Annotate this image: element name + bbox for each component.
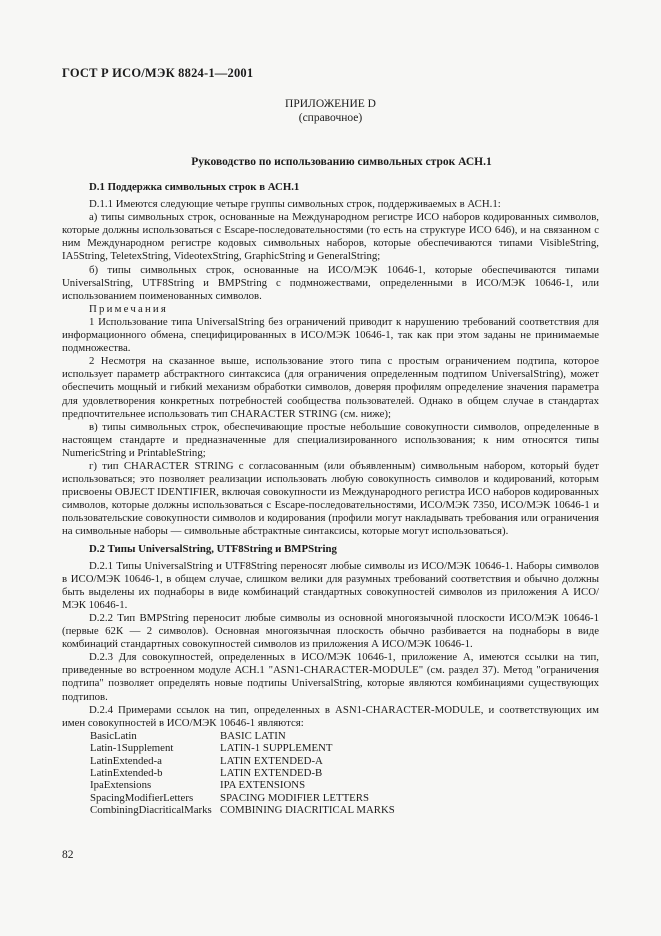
table-row (90, 730, 395, 742)
collection-name: BASIC LATIN (220, 729, 286, 742)
collection-name: LATIN EXTENDED-A (220, 754, 323, 767)
table-row (90, 755, 395, 767)
collection-name: SPACING MODIFIER LETTERS (220, 791, 369, 804)
standard-header: ГОСТ Р ИСО/МЭК 8824-1—2001 (62, 66, 254, 80)
page-title: Руководство по использованию символьных строк АСН.1 (191, 156, 492, 168)
paragraph-d2-3: D.2.3 Для совокупностей, определенных в ИСО/МЭК 10646-1, приложение А, имеются ссылки на тип, приведенные во встроенном модуле АСН.1 "ASN1-CHARACTER-MODULE" (см. раздел 37). Метод "ограничения подтипа" позволяет определять новые подтипы UniversalString, которые являются комбинациями существующих подтипов. (62, 651, 599, 703)
table-row (90, 742, 395, 754)
paragraph-d2-1: D.2.1 Типы UniversalString и UTF8String переносят любые символы из ИСО/МЭК 10646-1. Наборы символов в ИСО/МЭК 10646-1, в общем случае, слишком велики для разумных требований соответствия и обычно должны быть выделены их поднаборы в виде комбинаций стандартных совокупностей символов из приложения А ИСО/МЭК 10646-1. (62, 559, 599, 611)
document-body (62, 181, 599, 817)
paragraph-d1-d: г) тип CHARACTER STRING с согласованным (или объявленным) символьным набором, который будет использоваться; это позволяет реализации использовать любую совокупность символов и кодирований, которым присвоены OBJECT IDENTIFIER, включая совокупности из Международного регистра ИСО наборов кодированных символов, которые должны использоваться с Escape-последовательностями, ИСО/МЭК 7350, ИСО/МЭК 10646-1 и пользовательские совокупности символов и кодирования (профили могут накладывать требования или ограничения на символьные наборы — символьные абстрактные синтаксисы, которые могут использоваться). (62, 459, 599, 538)
paragraph-d1-1: D.1.1 Имеются следующие четыре группы символьных строк, поддерживаемых в АСН.1: (89, 198, 501, 211)
type-reference: LatinExtended-b (90, 767, 163, 780)
collection-name: LATIN EXTENDED-B (220, 767, 323, 780)
paragraph-d2-4: D.2.4 Примерами ссылок на тип, определенных в ASN1-CHARACTER-MODULE, и соответствующих им имен совокупностей в ИСО/МЭК 10646-1 являются: (62, 703, 599, 729)
collection-name: LATIN-1 SUPPLEMENT (220, 742, 333, 755)
collection-name: COMBINING DIACRITICAL MARKS (220, 804, 395, 817)
page-number: 82 (62, 849, 74, 861)
collection-mapping-table (90, 730, 395, 817)
note-1: 1 Использование типа UniversalString без ограничений приводит к нарушению требований соответствия для информационного обмена, специфицированных в ИСО/МЭК 10646-1, так как при этом заданы не принимаемые подмножества. (62, 315, 599, 355)
type-reference: CombiningDiacriticalMarks (90, 804, 212, 817)
collection-name: IPA EXTENSIONS (220, 779, 306, 792)
paragraph-d1-c: в) типы символьных строк, обеспечивающие простые небольшие совокупности символов, определенные в настоящем стандарте и предназначенные для специализированного использования; к ним относятся типы NumericString и PrintableString; (62, 420, 599, 459)
table-row (90, 779, 395, 791)
table-row (90, 767, 395, 779)
type-reference: LatinExtended-a (90, 754, 162, 767)
table-row (90, 792, 395, 804)
type-reference: Latin-1Supplement (90, 742, 174, 755)
paragraph-d2-2: D.2.2 Тип BMPString переносит любые символы из основной многоязычной плоскости ИСО/МЭК 10646-1 (первые 62К — 2 символов). Основная многоязычная плоскость обычно разбивается на поднаборы в виде комбинаций стандартных совокупностей символов из приложения А ИСО/МЭК 10646-1. (62, 612, 599, 651)
appendix-subtitle: (справочное) (298, 112, 363, 124)
paragraph-d1-a: а) типы символьных строк, основанные на Международном регистре ИСО наборов кодированных символов, которые должны использоваться с Escape-последовательностями (то есть на структуре ИСО 646), и на связанном с ним Международном регистре кодовых символьных наборов, которые обеспечиваются типами VisibleString, IA5String, TeletexString, VideotexString, GraphicString и GeneralString; (62, 211, 599, 263)
paragraph-d1-b: б) типы символьных строк, основанные на ИСО/МЭК 10646-1, которые обеспечиваются типами UniversalString, UTF8String и BMPString с подмножествами, определенными в ИСО/МЭК 10646-1, или использованием поименованных символов. (62, 263, 599, 302)
appendix-title: ПРИЛОЖЕНИЕ D (285, 98, 376, 110)
section-heading-d2: D.2 Типы UniversalString, UTF8String и BMPString (89, 542, 337, 555)
type-reference: BasicLatin (90, 729, 137, 742)
type-reference: IpaExtensions (90, 779, 152, 792)
type-reference: SpacingModifierLetters (90, 791, 194, 804)
notes-label: Примечания (89, 302, 169, 315)
note-2: 2 Несмотря на сказанное выше, использование этого типа с простым ограничением подтипа, которое использует параметр абстрактного синтаксиса (для ограничения определенным подтипом UniversalString), может обеспечить мощный и гибкий механизм обработки символов, доверяя профилям определение значения параметра для удовлетворения конкретных потребностей сообщества пользователей. Однако в общем случае в стандартах предпочтительнее использовать тип CHARACTER STRING (см. ниже); (62, 355, 599, 420)
appendix-heading (0, 97, 661, 125)
section-heading-d1: D.1 Поддержка символьных строк в АСН.1 (89, 181, 300, 193)
table-row (90, 804, 395, 816)
